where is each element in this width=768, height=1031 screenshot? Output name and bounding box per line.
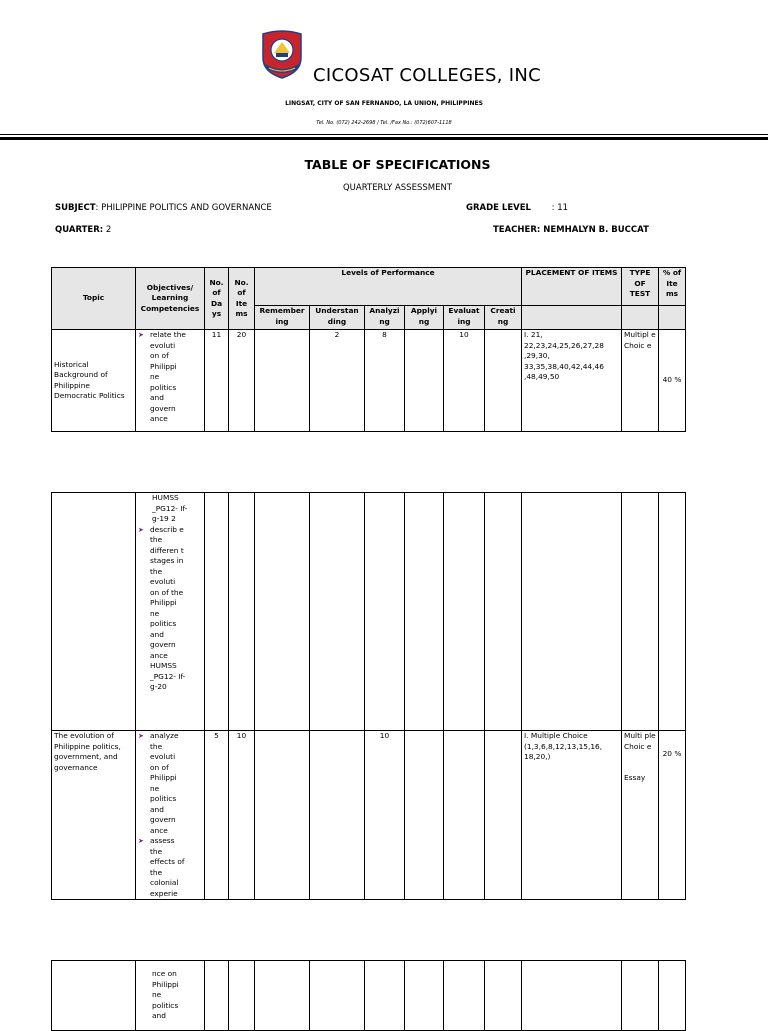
evaluating-cell [444,961,485,1031]
bullet-arrow-icon: ➤ [138,732,144,740]
college-address: LINGSAT, CITY OF SAN FERNANDO, LA UNION, PHILIPPINES [285,100,483,107]
analyzing-cell [365,493,405,731]
type-multiple-choice: Multi ple Choic e [624,731,656,751]
grade-level-label: GRADE LEVEL [466,203,531,213]
understanding-cell [310,493,365,731]
college-telephone: Tel. No. (072) 242-2698 / Tel. /Fax No.: (072)607-1118 [316,120,452,126]
placement-cell [522,961,622,1031]
specifications-table-page3 [51,960,686,1031]
understanding-cell [310,731,365,900]
analyzing-cell: 10 [365,731,405,900]
header-type: TYPE OF TEST [622,268,659,306]
applying-cell [405,731,444,900]
college-seal-logo [259,28,305,80]
objective-code: HUMSS _PG12- If-g-19 2 [152,493,188,523]
quarter-label: QUARTER: [55,225,104,235]
header-placement: PLACEMENT OF ITEMS [522,268,622,306]
grade-level-line [466,203,568,213]
remembering-cell [255,330,310,432]
topic-cell: Historical Background of Philippine Democratic Politics [52,330,136,432]
items-cell [229,961,255,1031]
objective-cell [136,731,205,900]
topic-cell: The evolution of Philippine politics, government, and governance [52,731,136,900]
placement-cell [522,493,622,731]
type-cell [622,961,659,1031]
subject-line [55,203,272,213]
applying-cell [405,961,444,1031]
header-analyzing: Analyzi ng [365,306,405,330]
table-row [52,731,686,900]
applying-cell [405,493,444,731]
bullet-arrow-icon: ➤ [138,331,144,339]
header-understanding: Understan ding [310,306,365,330]
creating-cell [485,961,522,1031]
objective-text: analyze the evoluti on of Philippi ne politics and govern ance [150,731,179,835]
analyzing-cell [365,961,405,1031]
type-essay: Essay [624,773,646,782]
evaluating-cell [444,731,485,900]
header-divider-thin [0,134,768,135]
items-cell: 10 [229,731,255,900]
days-cell: 5 [205,731,229,900]
applying-cell [405,330,444,432]
creating-cell [485,330,522,432]
table-row [52,493,686,731]
bullet-arrow-icon: ➤ [138,525,144,534]
teacher-line [493,225,649,235]
objective-text: assess the effects of the colonial experie [150,836,185,898]
remembering-cell [255,961,310,1031]
type-cell [622,493,659,731]
header-evaluating: Evaluat ing [444,306,485,330]
grade-level-value: : 11 [551,203,569,213]
objective-text: relate the evoluti on of Philippi ne politics and govern ance [150,330,186,423]
type-cell [622,731,659,900]
subject-label: SUBJECT [55,203,96,213]
header-percent: % of Ite ms [659,268,686,306]
header-creating: Creati ng [485,306,522,330]
items-cell [229,493,255,731]
table-row [52,961,686,1031]
header-items: No. of Ite ms [229,268,255,330]
quarter-value: 2 [103,225,112,235]
percent-cell: 40 % [659,330,686,432]
percent-cell: 20 % [659,731,686,900]
placement-cell: I. 21, 22,23,24,25,26,27,28 ,29,30, 33,35,38,40,42,44,46 ,48,49,50 [522,330,622,432]
understanding-cell [310,961,365,1031]
creating-cell [485,493,522,731]
objective-cell [136,330,205,432]
teacher-label: TEACHER: NEMHALYN B. BUCCAT [493,225,649,235]
header-type-empty [622,306,659,330]
objective-cell [136,961,205,1031]
items-cell: 20 [229,330,255,432]
header-objectives: Objectives/ Learning Competencies [136,268,205,330]
specifications-table-page2 [51,492,686,900]
document-title: TABLE OF SPECIFICATIONS [304,157,491,172]
placement-cell: I. Multiple Choice (1,3,6,8,12,13,15,16, 18,20,) [522,731,622,900]
type-cell: Multipl e Choic e [622,330,659,432]
percent-cell [659,493,686,731]
header-levels-of-performance: Levels of Performance [255,268,522,306]
percent-cell [659,961,686,1031]
subject-value: : PHILIPPINE POLITICS AND GOVERNANCE [95,203,272,213]
topic-cell [52,961,136,1031]
evaluating-cell [444,493,485,731]
bullet-arrow-icon: ➤ [138,837,144,845]
analyzing-cell: 8 [365,330,405,432]
document-subtitle: QUARTERLY ASSESSMENT [342,183,452,193]
header-topic: Topic [52,268,136,330]
header-placement-empty [522,306,622,330]
table-row [52,330,686,432]
header-percent-empty [659,306,686,330]
remembering-cell [255,731,310,900]
creating-cell [485,731,522,900]
quarter-line [55,225,111,235]
header-applying: Applyi ng [405,306,444,330]
remembering-cell [255,493,310,731]
topic-cell [52,493,136,731]
evaluating-cell: 10 [444,330,485,432]
specifications-table-page1 [51,267,686,432]
days-cell [205,961,229,1031]
days-cell: 11 [205,330,229,432]
college-name: CICOSAT COLLEGES, INC [313,65,542,86]
header-divider-thick [0,137,768,140]
objective-text: describ e the differen t stages in the evoluti on of the Philippi ne politics and govern ance HUMSS _PG12- If-g-20 [150,524,186,691]
objective-text: nce on Philippi ne politics and [152,969,179,1020]
header-remembering: Remember ing [255,306,310,330]
header-days: No. of Da ys [205,268,229,330]
objective-cell [136,493,205,731]
understanding-cell: 2 [310,330,365,432]
days-cell [205,493,229,731]
